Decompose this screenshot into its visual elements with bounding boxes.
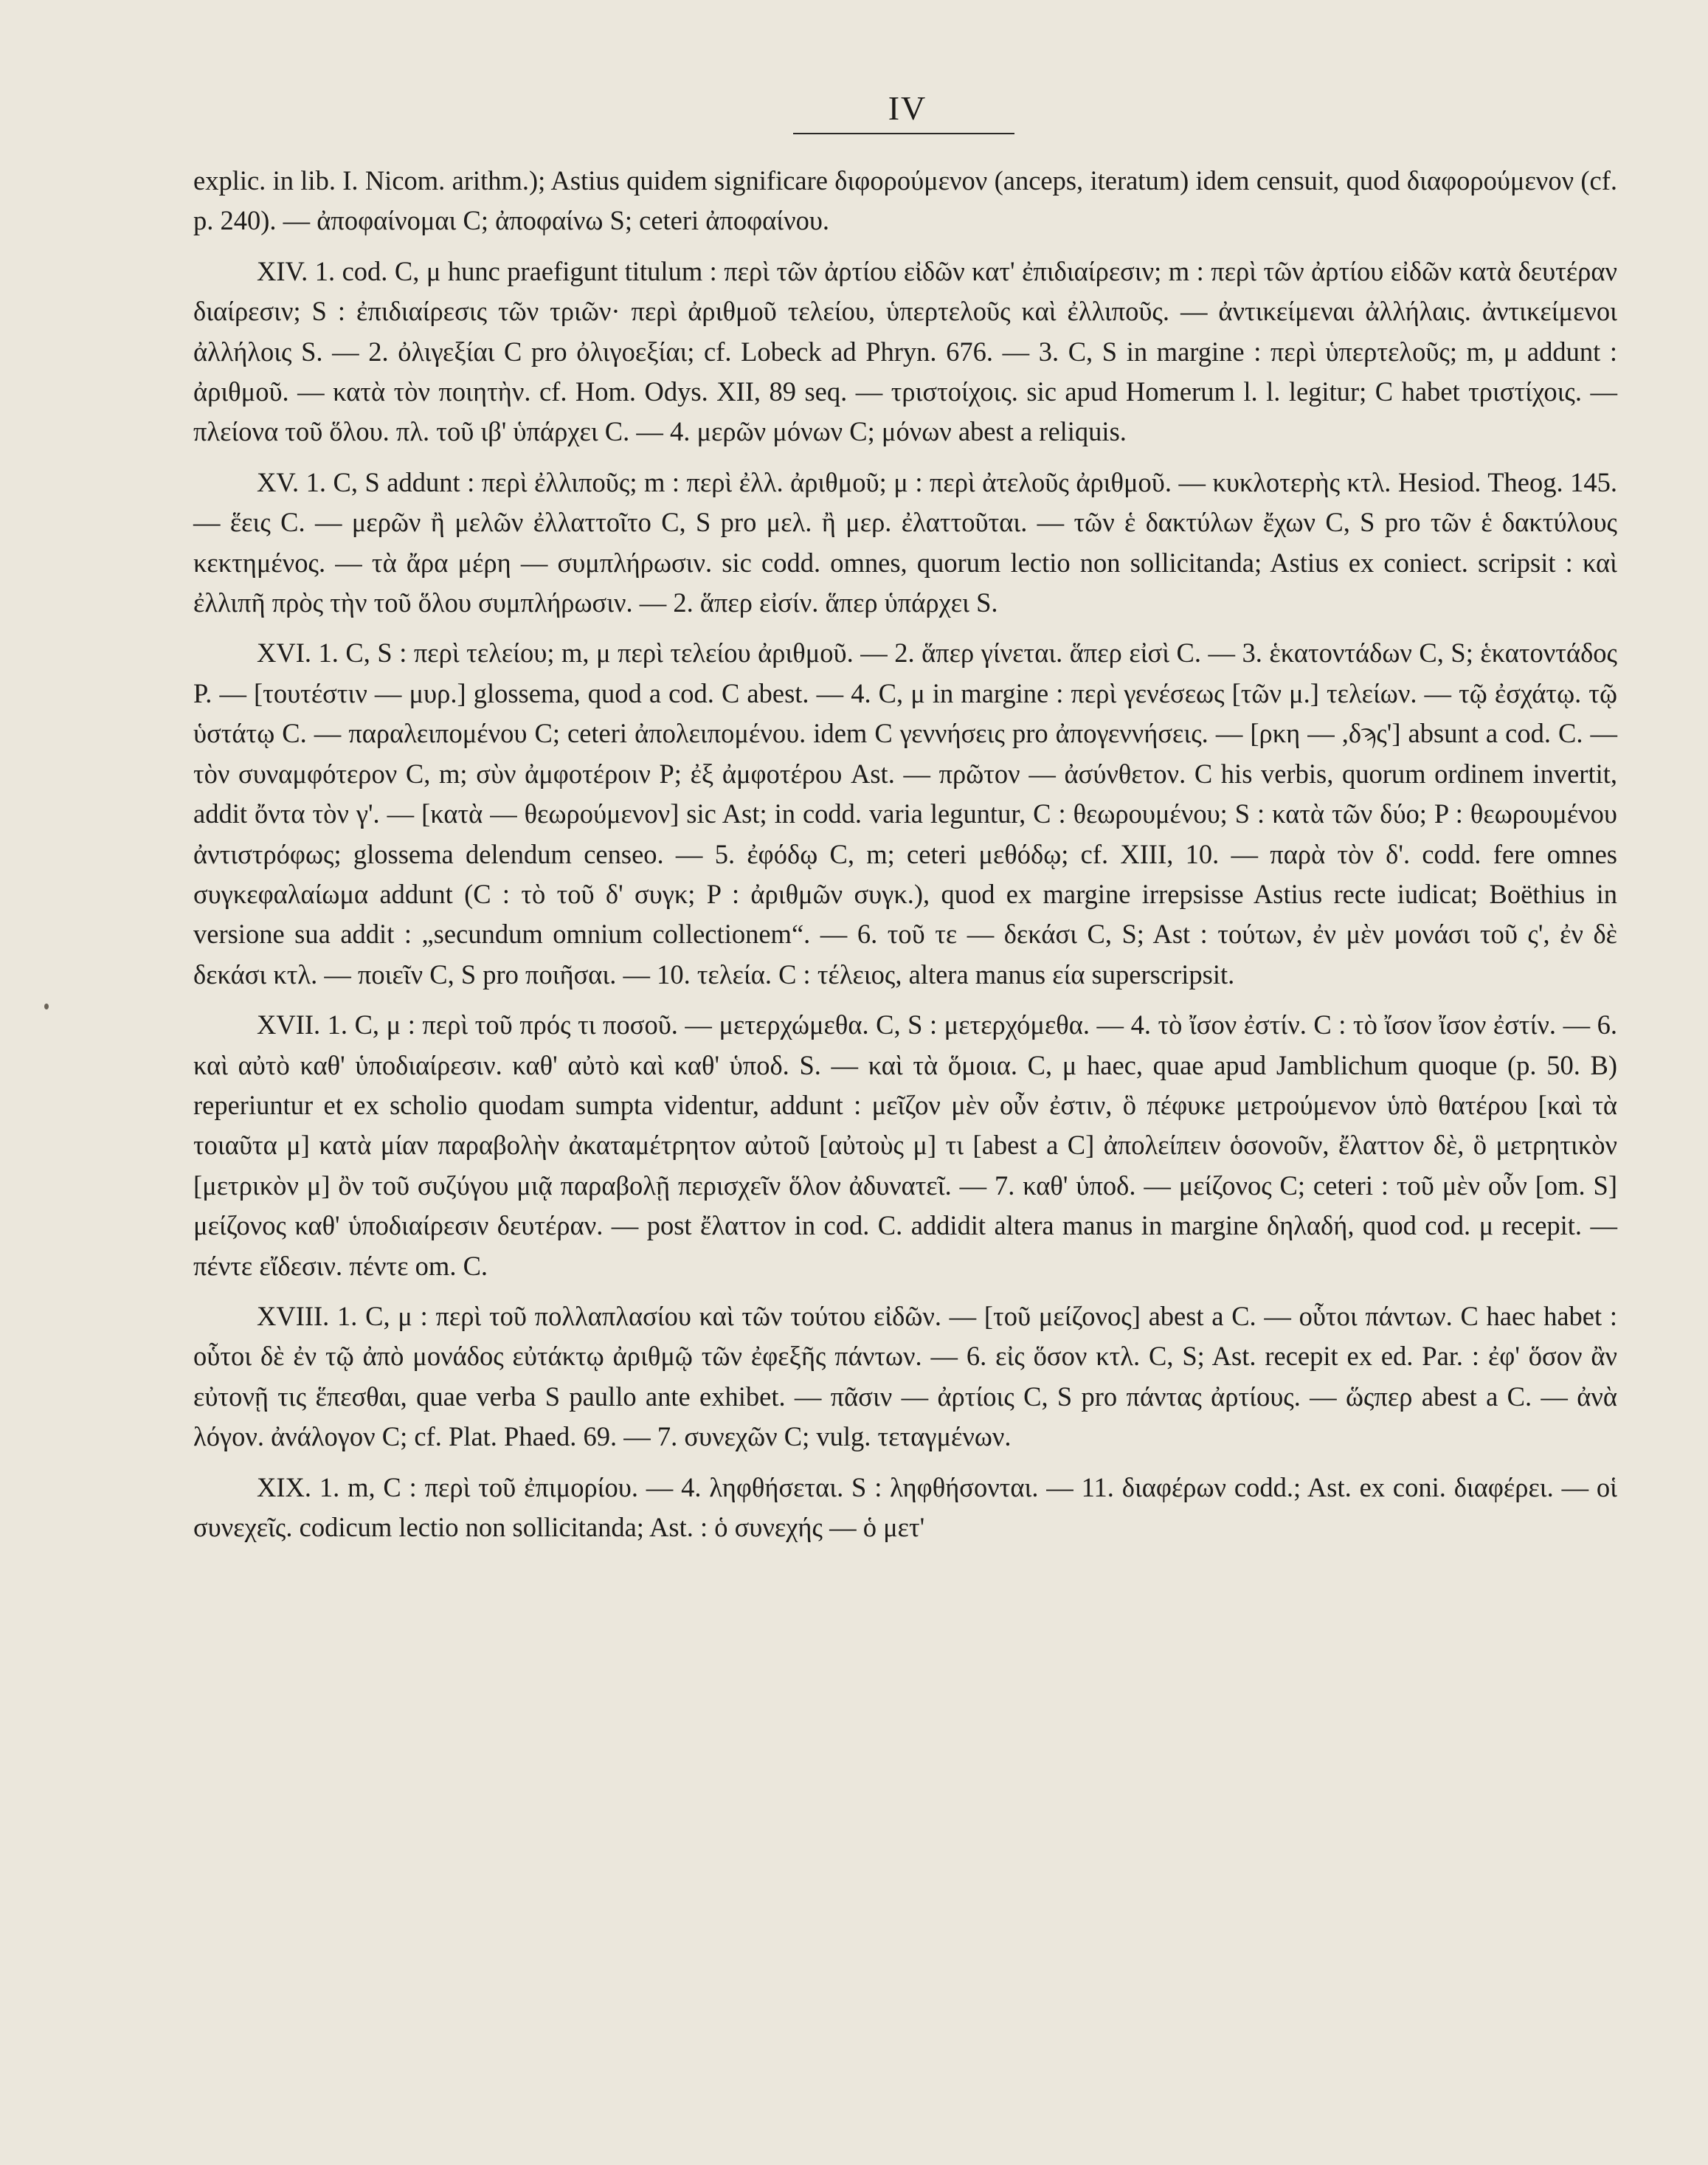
page-number: IV <box>888 89 927 127</box>
apparatus-continuation: explic. in lib. I. Nicom. arithm.); Astius quidem significare διφορούμενον (anceps, iteratum) idem censuit, quod διαφορούμενον (cf. p. 240). — ἀποφαίνομαι C; ἀποφαίνω S; ceteri ἀποφαίνου. <box>193 165 1617 236</box>
apparatus-section-xvii: XVII. 1. C, μ : περὶ τοῦ πρός τι ποσοῦ. — μετερχώμεθα. C, S : μετερχόμεθα. — 4. τὸ ἴσον ἐστίν. C : τὸ ἴσον ἴσον ἐστίν. — 6. καὶ αὐτὸ καθ' ὑποδιαίρεσιν. καθ' αὐτὸ καὶ καθ' ὑποδ. S. — καὶ τὰ ὅμοια. C, μ haec, quae apud Jamblichum quoque (p. 50. B) reperiuntur et ex scholio quodam sumpta videntur, addunt : μεῖζον μὲν οὖν ἐστιν, ὃ πέφυκε μετρούμενον ὑπὸ θατέρου [καὶ τὰ τοιαῦτα μ] κατὰ μίαν παραβολὴν ἀκαταμέτρητον αὐτοῦ [αὐτοὺς μ] τι [abest a C] ἀπολείπειν ὁσονοῦν, ἔλαττον δὲ, ὃ μετρητικὸν [μετρικὸν μ] ὂν τοῦ συζύγου μιᾷ παραβολῇ περισχεῖν ὅλον ἀδυνατεῖ. — 7. καθ' ὑποδ. — μείζονος C; ceteri : τοῦ μὲν οὖν [om. S] μείζονος καθ' ὑποδιαίρεσιν δευτέραν. — post ἔλαττον in cod. C. addidit altera manus in margine δηλαδή, quod cod. μ recepit. — πέντε εἴδεσιν. πέντε om. C. <box>193 1009 1617 1281</box>
apparatus-section-xvi: XVI. 1. C, S : περὶ τελείου; m, μ περὶ τελείου ἀριθμοῦ. — 2. ἅπερ γίνεται. ἅπερ εἰσὶ C. — 3. ἑκατοντάδων C, S; ἑκατοντάδος P. — [τουτέστιν — μυρ.] glossema, quod a cod. C abest. — 4. C, μ in margine : περὶ γενέσεως [τῶν μ.] τελείων. — τῷ ἐσχάτῳ. τῷ ὑστάτῳ C. — παραλειπομένου C; ceteri ἀπολειπομένου. idem C γεννήσεις pro ἀπογεννήσεις. — [ρκη — ,δϡς'] absunt a cod. C. — τὸν συναμφότερον C, m; σὺν ἀμφοτέροιν P; ἐξ ἀμφοτέρου Ast. — πρῶτον — ἀσύνθετον. C his verbis, quorum ordinem invertit, addit ὄντα τὸν γ'. — [κατὰ — θεωρούμενον] sic Ast; in codd. varia leguntur, C : θεωρουμένου; S : κατὰ τῶν δύο; P : θεωρουμένου ἀντιστρόφως; glossema delendum censeo. — 5. ἐφόδῳ C, m; ceteri μεθόδῳ; cf. XIII, 10. — παρὰ τὸν δ'. codd. fere omnes συγκεφαλαίωμα addunt (C : τὸ τοῦ δ' συγκ; P : ἀριθμῶν συγκ.), quod ex margine irrepsisse Astius recte iudicat; Boëthius in versione sua addit : „secundum omnium collectionem“. — 6. τοῦ τε — δεκάσι C, S; Ast : τούτων, ἐν μὲν μονάσι τοῦ ς', ἐν δὲ δεκάσι κτλ. — ποιεῖν C, S pro ποιῆσαι. — 10. τελεία. C : τέλειος, altera manus εία superscripsit. <box>193 638 1617 990</box>
apparatus-section-xix: XIX. 1. m, C : περὶ τοῦ ἐπιμορίου. — 4. ληφθήσεται. S : ληφθήσονται. — 11. διαφέρων codd.; Ast. ex coni. διαφέρει. — οἱ συνεχεῖς. codicum lectio non sollicitanda; Ast. : ὁ συνεχής — ὁ μετ' <box>193 1471 1617 1542</box>
apparatus-section-xviii: XVIII. 1. C, μ : περὶ τοῦ πολλαπλασίου καὶ τῶν τούτου εἰδῶν. — [τοῦ μείζονος] abest a C. — οὗτοι πάντων. C haec habet : οὗτοι δὲ ἐν τῷ ἀπὸ μονάδος εὐτάκτῳ ἀριθμῷ τῶν ἐφεξῆς πάντων. — 6. εἰς ὅσον κτλ. C, S; Ast. recepit ex ed. Par. : ἐφ' ὅσον ἂν εὐτονῇ τις ἕπεσθαι, quae verba S paullo ante exhibet. — πᾶσιν — ἀρτίοις C, S pro πάντας ἀρτίους. — ὥςπερ abest a C. — ἀνὰ λόγον. ἀνάλογον C; cf. Plat. Phaed. 69. — 7. συνεχῶν C; vulg. τεταγμένων. <box>193 1300 1617 1452</box>
paper-stain <box>44 1004 49 1009</box>
apparatus-section-xv: XV. 1. C, S addunt : περὶ ἐλλιποῦς; m : περὶ ἐλλ. ἀριθμοῦ; μ : περὶ ἀτελοῦς ἀριθμοῦ. — κυκλοτερὴς κτλ. Hesiod. Theog. 145. — ἕεις C. — μερῶν ἢ μελῶν ἐλλαττοῖτο C, S pro μελ. ἢ μερ. ἐλαττοῦται. — τῶν ἑ δακτύλων ἔχων C, S pro τῶν ἑ δακτύλους κεκτημένος. — τὰ ἄρα μέρη — συμπλήρωσιν. sic codd. omnes, quorum lectio non sollicitanda; Astius ex coniect. scripsit : καὶ ἐλλιπῆ πρὸς τὴν τοῦ ὅλου συμπλήρωσιν. — 2. ἅπερ εἰσίν. ἅπερ ὑπάρχει S. <box>193 466 1617 618</box>
header-rule <box>793 133 1014 134</box>
critical-apparatus <box>193 161 1617 1547</box>
apparatus-section-xiv: XIV. 1. cod. C, μ hunc praefigunt titulum : περὶ τῶν ἀρτίου εἰδῶν κατ' ἐπιδιαίρεσιν; m : περὶ τῶν ἀρτίου εἰδῶν κατὰ δευτέραν διαίρεσιν; S : ἐπιδιαίρεσις τῶν τριῶν· περὶ ἀριθμοῦ τελείου, ὑπερτελοῦς καὶ ἐλλιποῦς. — ἀντικείμεναι ἀλλήλαις. ἀντικείμενοι ἀλλήλοις S. — 2. ὀλιγεξίαι C pro ὀλιγοεξίαι; cf. Lobeck ad Phryn. 676. — 3. C, S in margine : περὶ ὑπερτελοῦς; m, μ addunt : ἀριθμοῦ. — κατὰ τὸν ποιητὴν. cf. Hom. Odys. XII, 89 seq. — τριστοίχοις. sic apud Homerum l. l. legitur; C habet τριστίχοις. — πλείονα τοῦ ὅλου. πλ. τοῦ ιβ' ὑπάρχει C. — 4. μερῶν μόνων C; μόνων abest a reliquis. <box>193 255 1617 447</box>
